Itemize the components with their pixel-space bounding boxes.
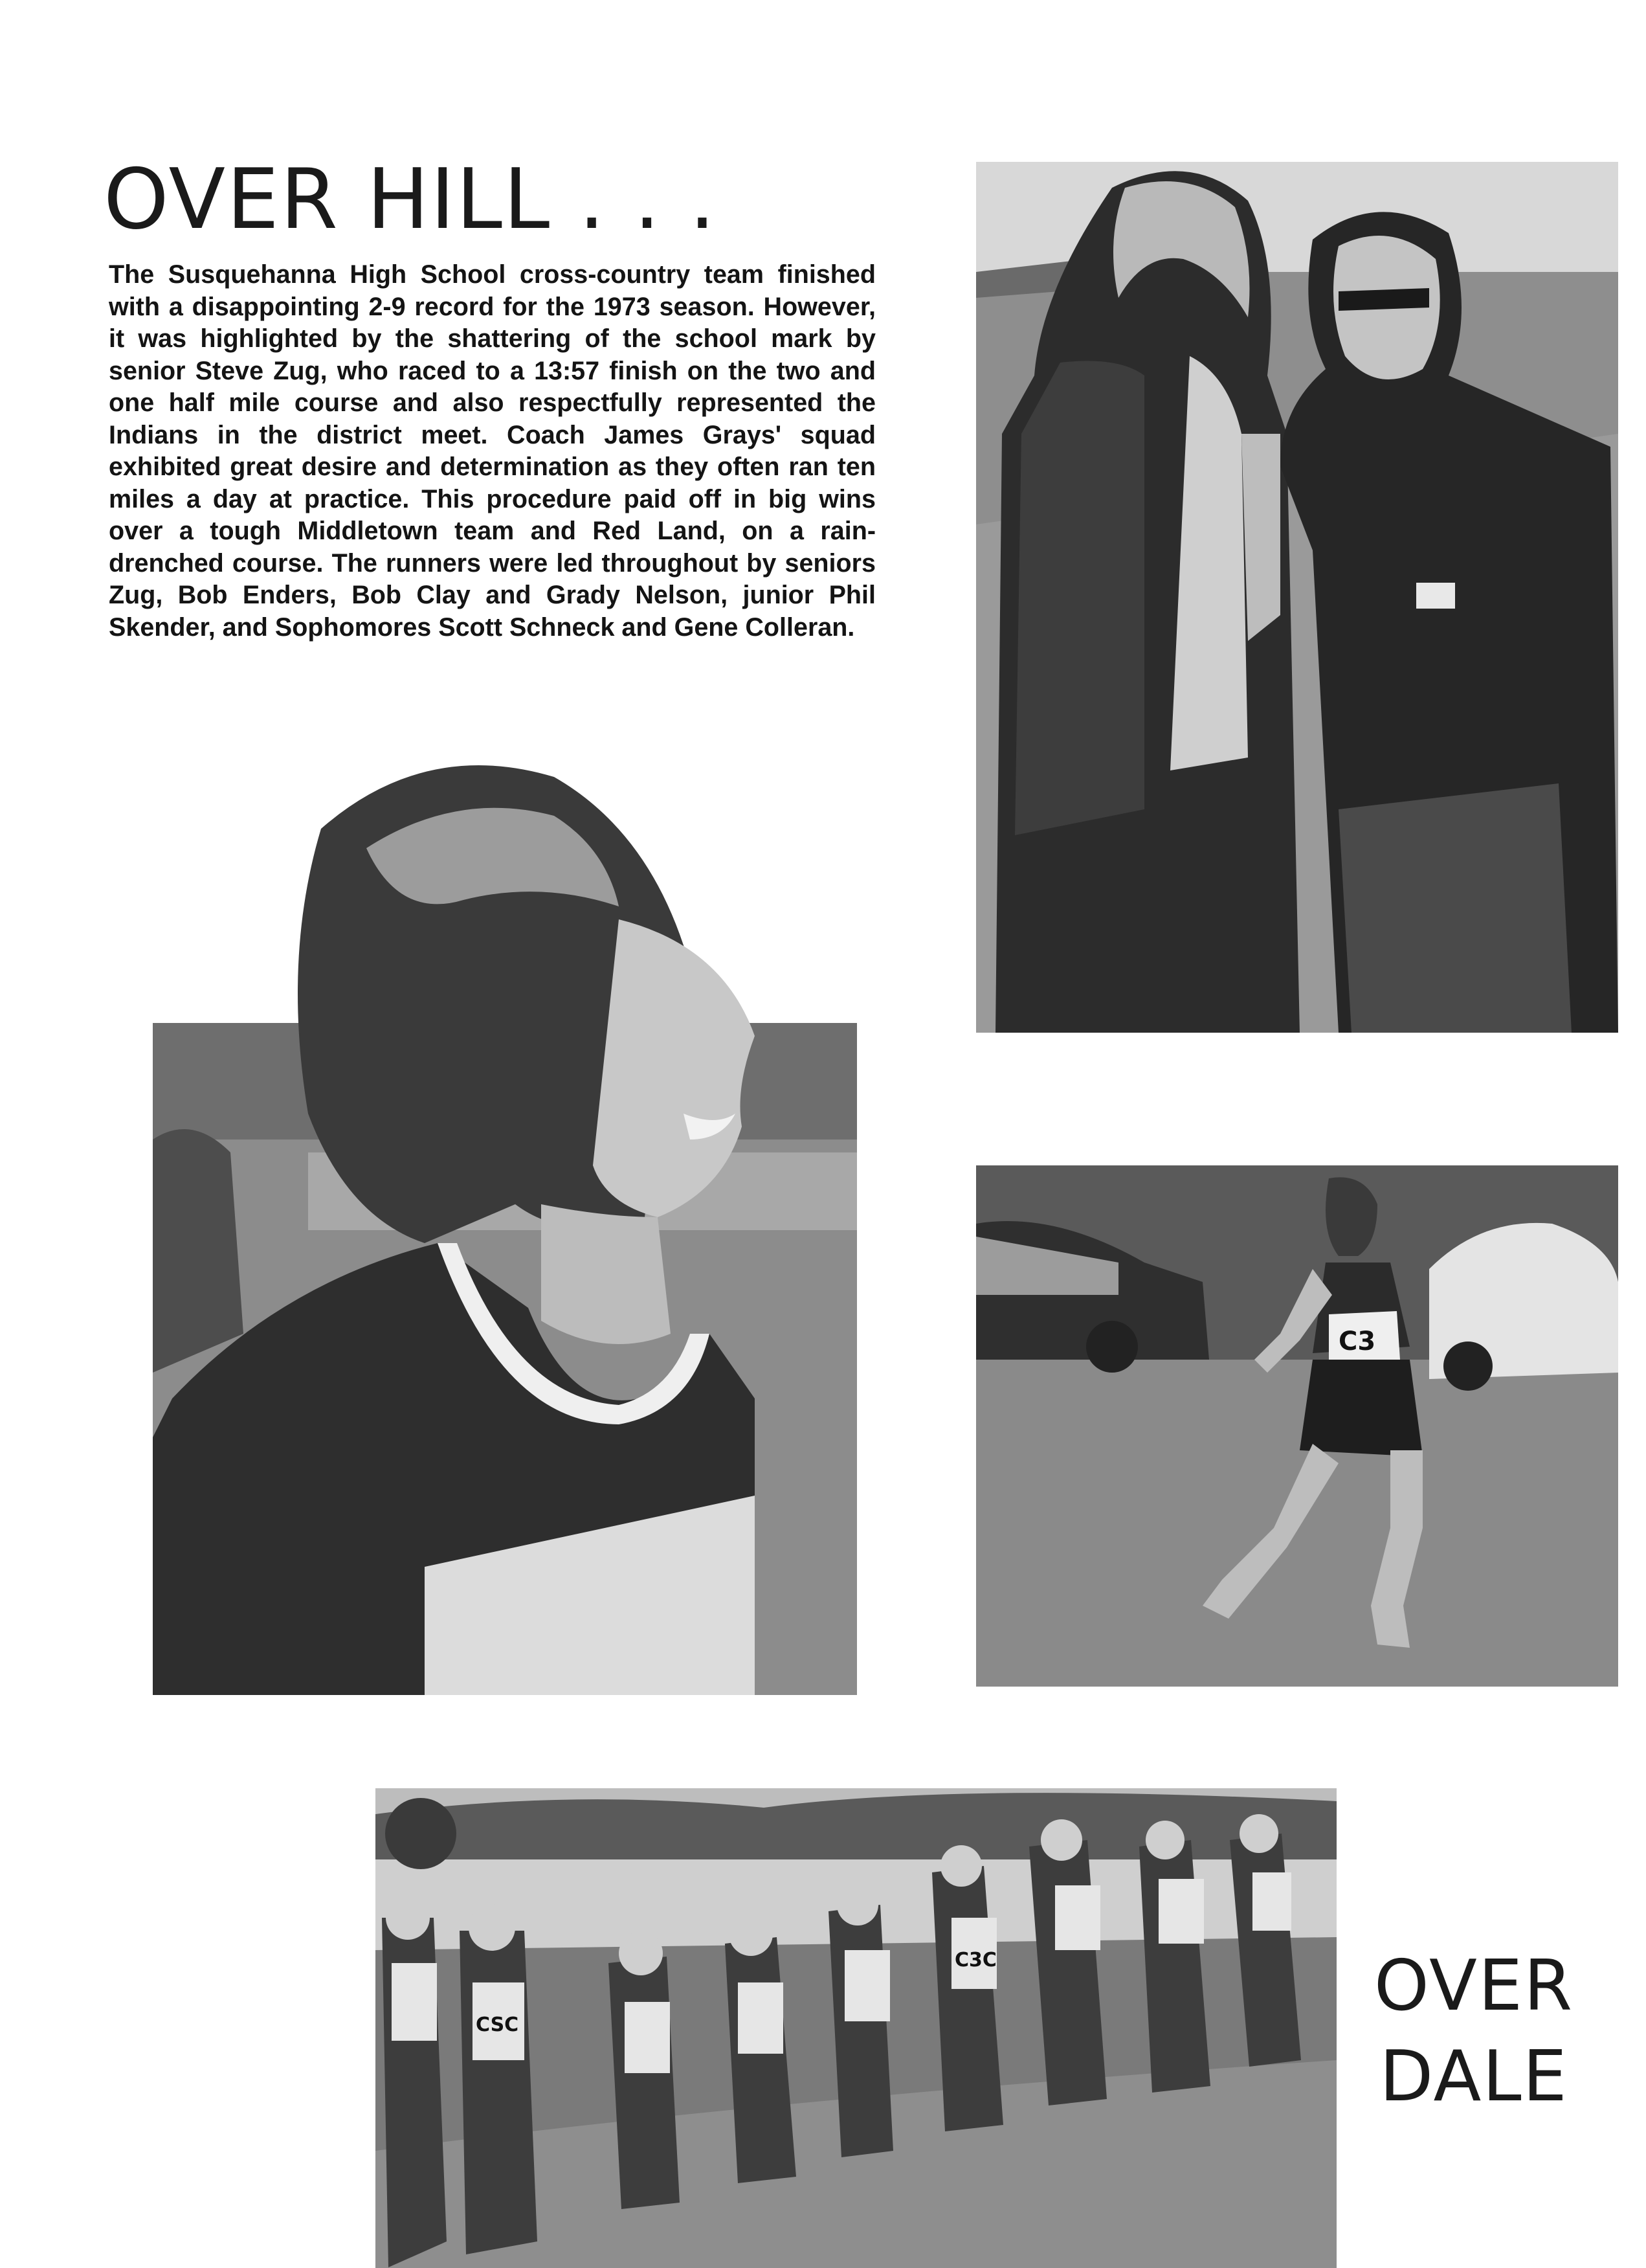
- photo-runner-on-course-graphic: [976, 1165, 1618, 1687]
- headline-over-hill: OVER HILL . . .: [104, 152, 717, 248]
- start-bib-number-1: CSC: [476, 2014, 519, 2036]
- photo-runner-with-coach: [976, 162, 1618, 1033]
- runner-bib-number: C3: [1339, 1327, 1376, 1356]
- headline-over-dale-line-1: OVER: [1374, 1946, 1574, 2027]
- photo-race-start-line: [375, 1788, 1337, 2268]
- photo-smiling-runner-portrait-graphic: [153, 751, 857, 1695]
- photo-race-start-line-graphic: [375, 1788, 1337, 2268]
- photo-runner-on-course: [976, 1165, 1618, 1687]
- photo-runner-with-coach-graphic: [976, 162, 1618, 1033]
- headline-over-dale: [1367, 1941, 1581, 2122]
- article-body: The Susquehanna High School cross-country team finished with a disappointing 2-9 record for the 1973 season. However, it was highlighted by the shattering of the school mark by senior Steve Zug, who raced to a 13:57 finish on the two and one half mile course and also respectfully represented the Indians in the district meet. Coach James Grays' squad exhibited great desire and determination as they often ran ten miles a day at practice. This procedure paid off in big wins over a tough Middletown team and Red Land, on a rain-drenched course. The runners were led throughout by seniors Zug, Bob Enders, Bob Clay and Grady Nelson, junior Phil Skender, and Sophomores Scott Schneck and Gene Colleran.: [109, 260, 876, 642]
- photo-smiling-runner-portrait: [153, 751, 857, 1695]
- headline-over-dale-line-2: DALE: [1379, 2036, 1568, 2117]
- start-bib-number-2: C3C: [955, 1949, 997, 1971]
